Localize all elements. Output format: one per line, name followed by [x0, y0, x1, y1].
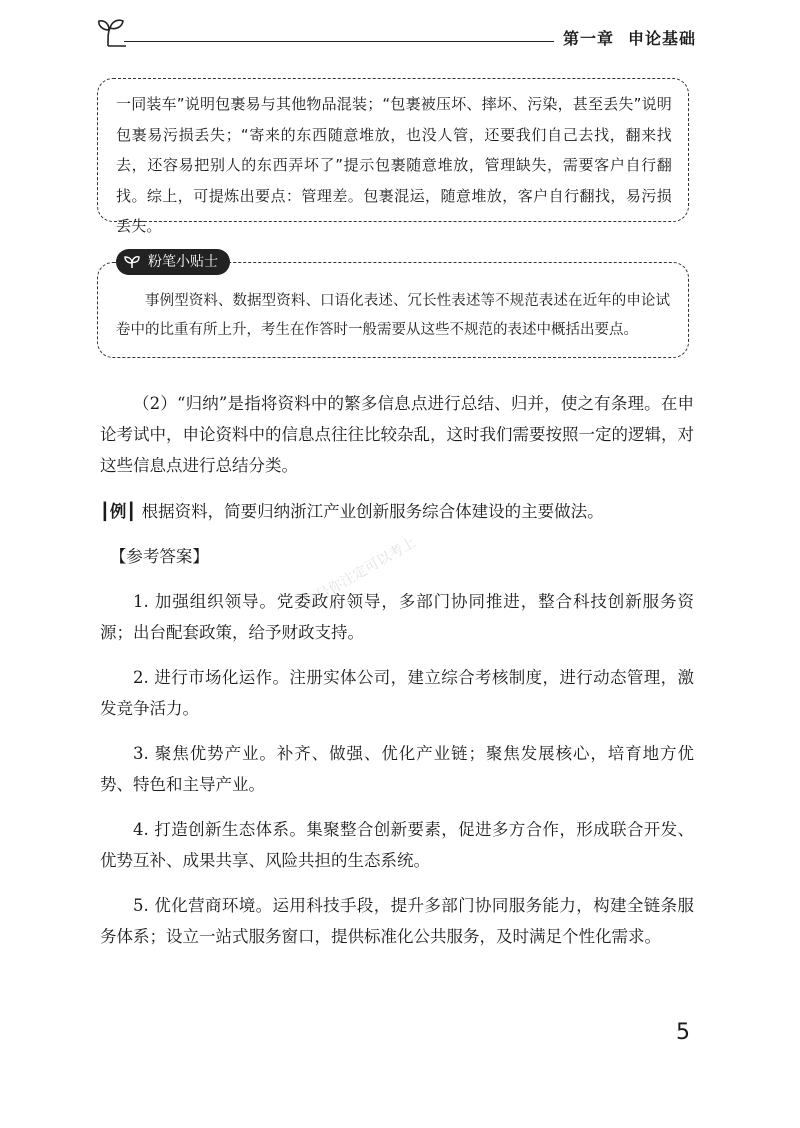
tips-box	[97, 254, 689, 358]
main-content	[100, 388, 694, 966]
tips-label	[116, 249, 230, 275]
analysis-text: 一同装车”说明包裹易与其他物品混装；“包裹被压坏、摔坏、污染，甚至丢失”说明包裹易污损丢失；“寄来的东西随意堆放，也没人管，还要我们自己去找，翻来找去，还容易把别人的东西弄坏了”提示包裹随意堆放，管理缺失，需要客户自行翻找。综上，可提炼出要点：管理差。包裹混运，随意堆放，客户自行翻找，易污损丢失。	[116, 95, 672, 235]
chapter-title: 申论基础	[627, 29, 696, 48]
answer-heading: 【参考答案】	[109, 547, 209, 566]
example-mark: ┃例┃	[100, 502, 137, 521]
header-rule	[124, 41, 554, 42]
answer-item: 2. 进行市场化运作。注册实体公司，建立综合考核制度，进行动态管理，激发竞争活力。	[100, 668, 694, 718]
answer-item: 3. 聚焦优势产业。补齐、做强、优化产业链；聚焦发展核心，培育地方优势、特色和主导产业。	[100, 744, 694, 794]
analysis-box	[97, 78, 689, 235]
tips-text: 事例型资料、数据型资料、口语化表述、冗长性表述等不规范表述在近年的申论试卷中的比重有所上升，考生在作答时一般需要从这些不规范的表述中概括出要点。	[116, 293, 670, 338]
example-question	[100, 496, 694, 527]
chapter-number: 第一章	[562, 29, 614, 48]
example-text: 根据资料，简要归纳浙江产业创新服务综合体建设的主要做法。	[141, 502, 604, 521]
running-header	[96, 18, 696, 48]
sprout-icon	[124, 255, 140, 269]
answer-item: 1. 加强组织领导。党委政府领导，多部门协同推进，整合科技创新服务资源；出台配套政策，给予财政支持。	[100, 592, 694, 642]
answer-item: 5. 优化营商环境。运用科技手段，提升多部门协同服务能力，构建全链条服务体系；设立一站式服务窗口，提供标准化公共服务，及时满足个性化需求。	[100, 896, 694, 946]
page-number: 5	[676, 1020, 690, 1045]
chapter-heading	[563, 26, 696, 49]
answer-item: 4. 打造创新生态体系。集聚整合创新要素，促进多方合作，形成联合开发、优势互补、成果共享、风险共担的生态系统。	[100, 820, 694, 870]
tips-label-text: 粉笔小贴士	[148, 254, 218, 270]
sprout-icon	[96, 18, 130, 48]
intro-paragraph: （2）“归纳”是指将资料中的繁多信息点进行总结、归并，使之有条理。在申论考试中，申论资料中的信息点往往比较杂乱，这时我们需要按照一定的逻辑，对这些信息点进行总结分类。	[100, 394, 694, 475]
watermark: 公号你注定可以考上	[301, 534, 419, 612]
